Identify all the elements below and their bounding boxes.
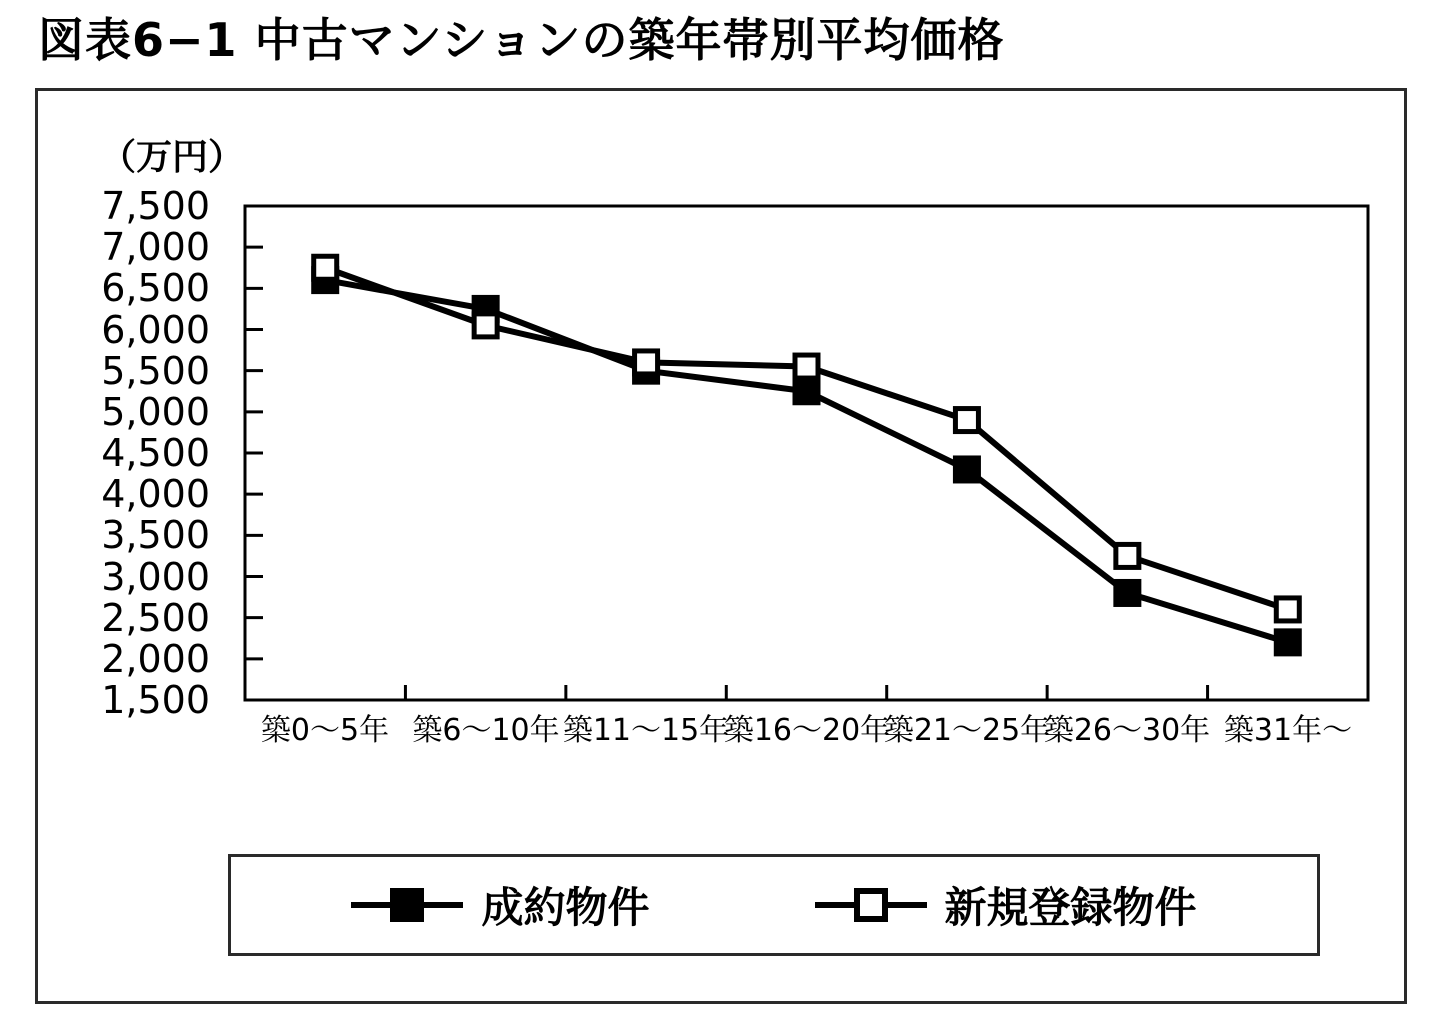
x-axis-label: 築0～5年	[260, 713, 390, 748]
x-axis-label: 築31年～	[1223, 713, 1353, 748]
data-point-marker	[1113, 579, 1141, 607]
y-tick-label: 2,000	[101, 637, 210, 681]
legend-item-newly-listed	[815, 875, 1197, 935]
chart-legend	[228, 854, 1320, 956]
x-axis-label: 築6～10年	[412, 713, 560, 748]
x-axis-label: 築16～20年	[723, 713, 891, 748]
data-point-marker	[955, 409, 978, 432]
y-tick-label: 7,500	[101, 184, 210, 228]
data-point-marker	[474, 314, 497, 337]
legend-item-contracted	[351, 875, 649, 935]
y-tick-label: 6,000	[101, 308, 210, 352]
data-point-marker	[795, 355, 818, 378]
y-tick-label: 7,000	[101, 225, 210, 269]
open-square-marker-icon	[854, 888, 888, 922]
legend-label-newly-listed: 新規登録物件	[944, 883, 1197, 932]
data-point-marker	[314, 256, 337, 279]
data-point-marker	[1274, 628, 1302, 656]
y-tick-label: 3,000	[101, 555, 210, 599]
y-tick-label: 1,500	[101, 678, 210, 722]
y-tick-label: 3,500	[101, 513, 210, 557]
data-point-marker	[1116, 544, 1139, 567]
x-axis-label: 築11～15年	[562, 713, 730, 748]
y-tick-label: 4,000	[101, 472, 210, 516]
data-point-marker	[635, 351, 658, 374]
legend-marker-newly-listed	[815, 886, 927, 924]
y-tick-label: 2,500	[101, 596, 210, 640]
x-axis-label: 築26～30年	[1043, 713, 1211, 748]
y-tick-label: 5,000	[101, 390, 210, 434]
y-tick-label: 5,500	[101, 349, 210, 393]
data-point-marker	[953, 455, 981, 483]
x-axis-label: 築21～25年	[883, 713, 1051, 748]
series-line-1	[325, 268, 1288, 610]
chart-frame	[35, 88, 1407, 1004]
y-tick-label: 4,500	[101, 431, 210, 475]
plot-border	[245, 206, 1368, 700]
filled-square-marker-icon	[390, 888, 424, 922]
data-point-marker	[793, 377, 821, 405]
legend-label-contracted: 成約物件	[481, 883, 650, 932]
page-title: 図表6−1 中古マンションの築年帯別平均価格	[38, 13, 1005, 67]
data-point-marker	[1276, 598, 1299, 621]
series-line-0	[325, 280, 1288, 642]
legend-marker-contracted	[351, 886, 463, 924]
y-tick-label: 6,500	[101, 266, 210, 310]
y-axis-unit-label: （万円）	[100, 137, 245, 178]
